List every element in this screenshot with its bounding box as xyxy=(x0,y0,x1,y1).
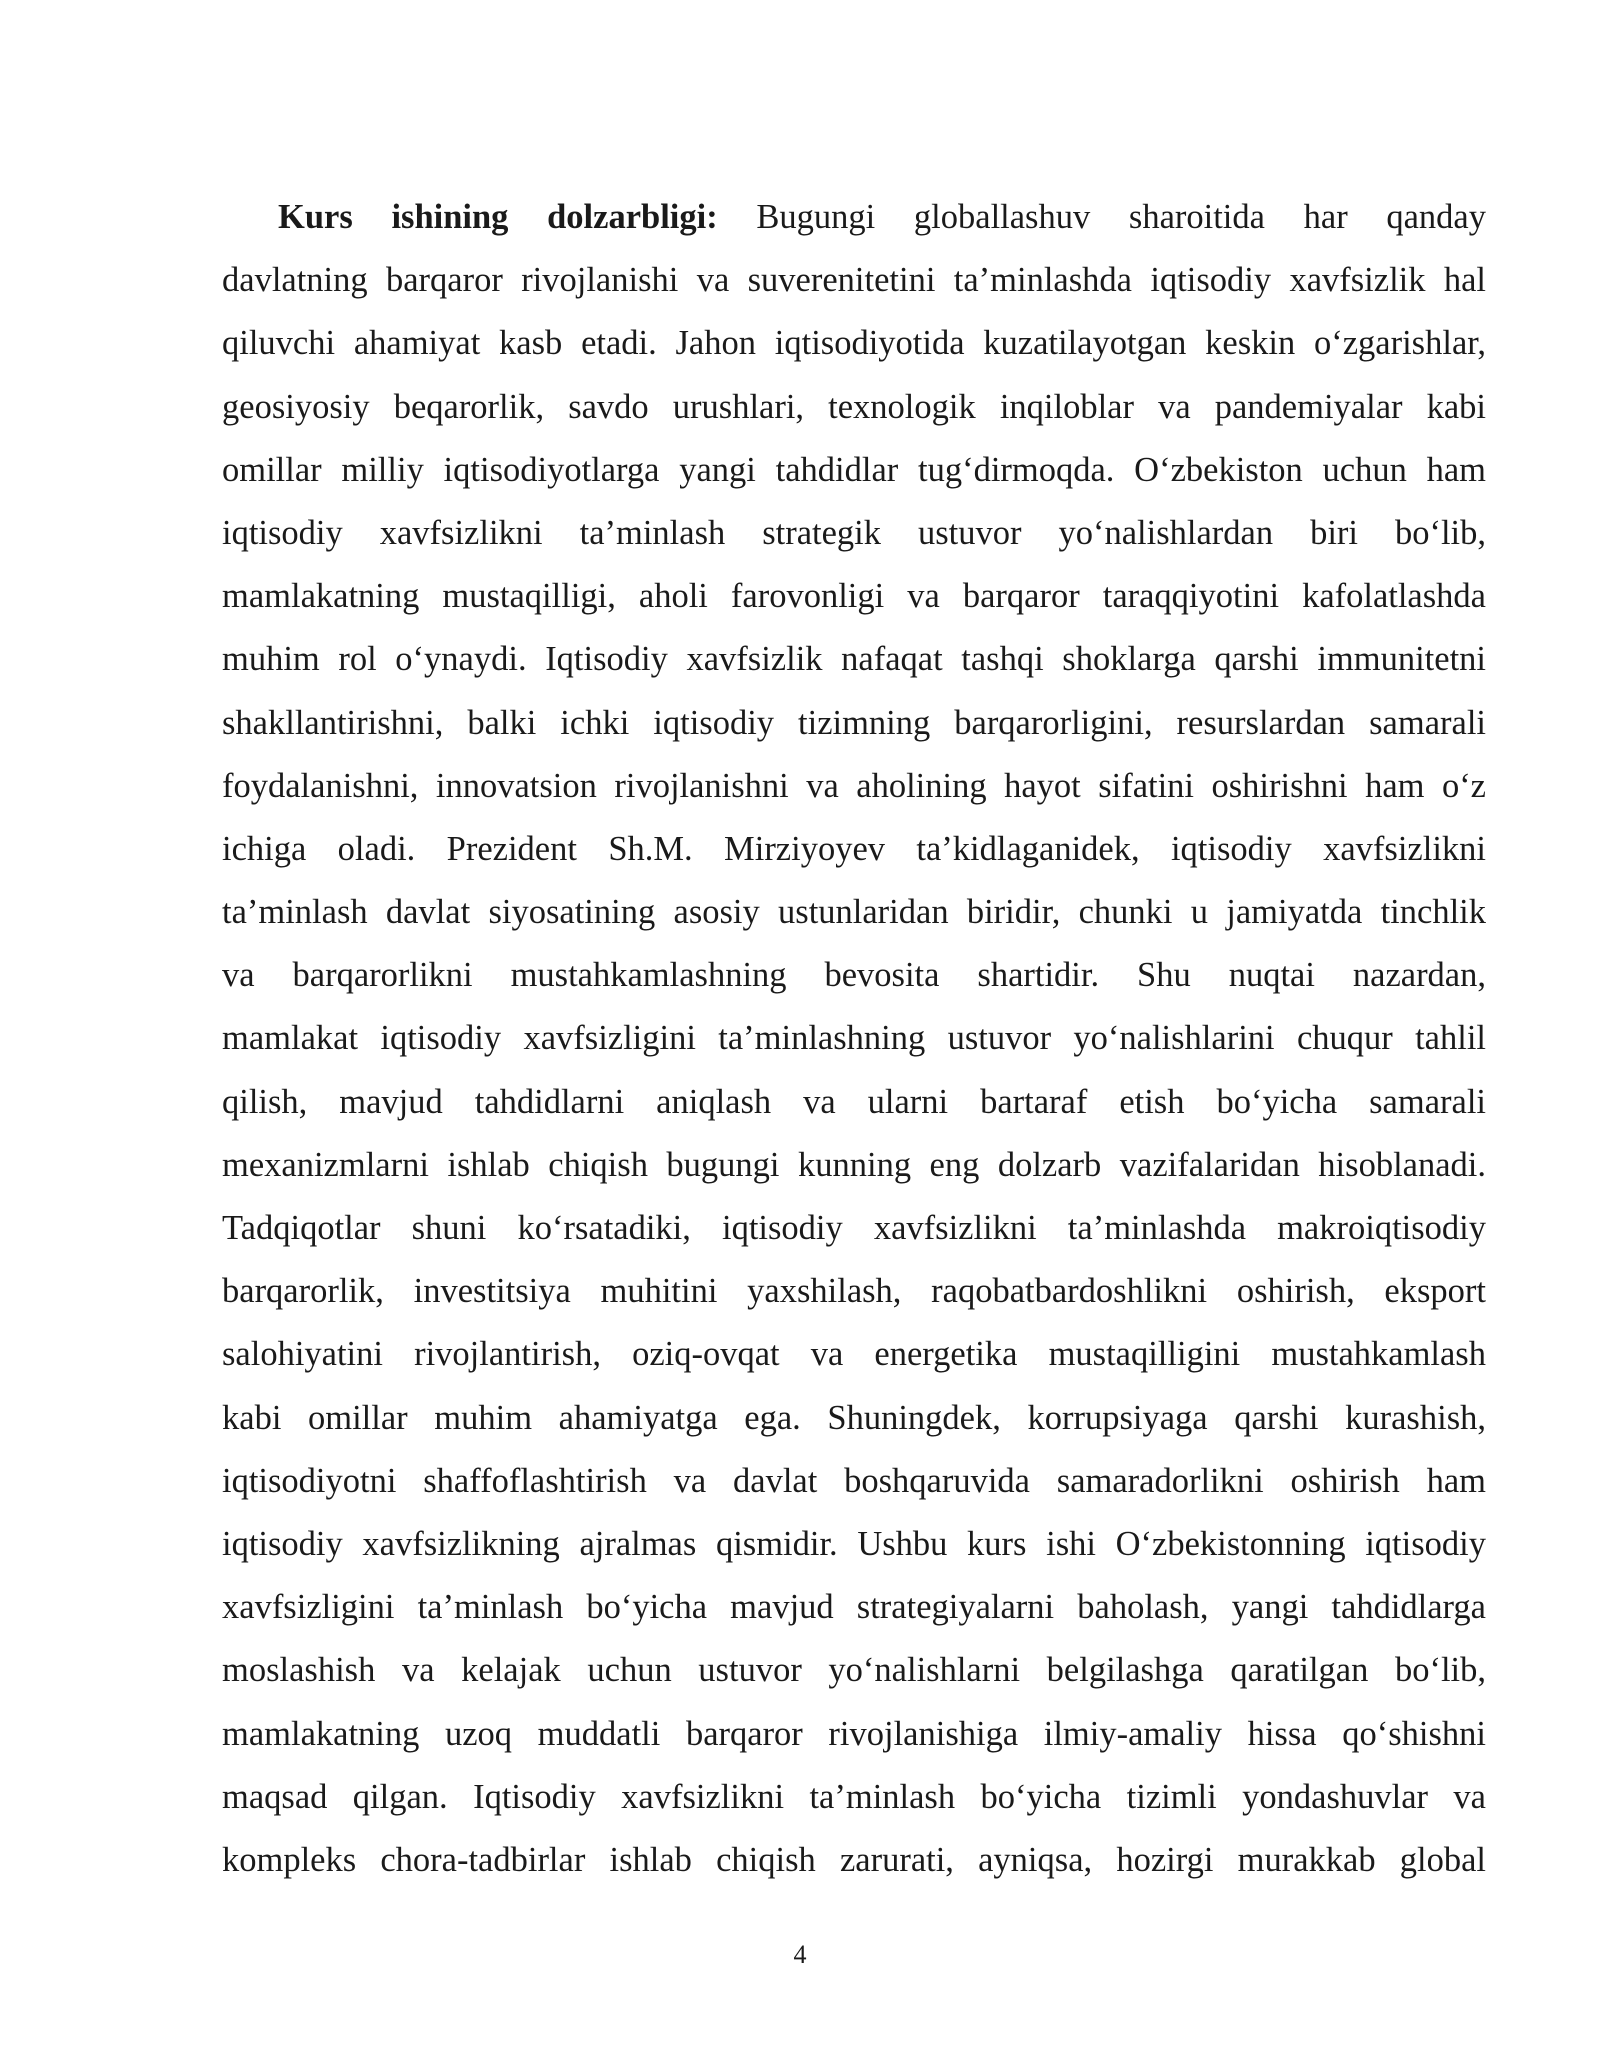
paragraph-first-line xyxy=(222,186,1486,249)
paragraph-line: xavfsizligini ta’minlash bo‘yicha mavjud strategiyalarni baholash, yangi tahdidlarga xyxy=(222,1588,1486,1627)
paragraph-line: Tadqiqotlar shuni ko‘rsatadiki, iqtisodiy xavfsizlikni ta’minlashda makroiqtisodiy xyxy=(222,1209,1486,1247)
paragraph-text: Bugungi globallashuv sharoitida har qanday xyxy=(756,198,1486,236)
paragraph-line: salohiyatini rivojlantirish, oziq-ovqat va energetika mustaqilligini mustahkamlash xyxy=(222,1335,1486,1374)
paragraph-line: omillar milliy iqtisodiyotlarga yangi tahdidlar tug‘dirmoqda. O‘zbekiston uchun ham xyxy=(222,450,1486,489)
paragraph-line: iqtisodiyotni shaffoflashtirish va davlat boshqaruvida samaradorlikni oshirish ham xyxy=(222,1461,1486,1500)
paragraph-line: qiluvchi ahamiyat kasb etadi. Jahon iqtisodiyotida kuzatilayotgan keskin o‘zgarishlar, xyxy=(222,324,1486,363)
paragraph-line: mamlakatning uzoq muddatli barqaror rivojlanishiga ilmiy-amaliy hissa qo‘shishni xyxy=(222,1714,1486,1753)
paragraph-line: ichiga oladi. Prezident Sh.M. Mirziyoyev ta’kidlaganidek, iqtisodiy xavfsizlikni xyxy=(222,829,1486,868)
paragraph-line: kompleks chora-tadbirlar ishlab chiqish zarurati, ayniqsa, hozirgi murakkab global xyxy=(222,1840,1486,1879)
section-heading-label: Kurs ishining dolzarbligi: xyxy=(278,198,718,236)
paragraph-line: geosiyosiy beqarorlik, savdo urushlari, texnologik inqiloblar va pandemiyalar kabi xyxy=(222,387,1486,426)
paragraph-line: foydalanishni, innovatsion rivojlanishni va aholining hayot sifatini oshirishni ham o‘z xyxy=(222,766,1486,805)
paragraph-line: iqtisodiy xavfsizlikni ta’minlash strategik ustuvor yo‘nalishlardan biri bo‘lib, xyxy=(222,513,1486,552)
paragraph-line: va barqarorlikni mustahkamlashning bevosita shartidir. Shu nuqtai nazardan, xyxy=(222,956,1486,995)
paragraph-line: davlatning barqaror rivojlanishi va suverenitetini ta’minlashda iqtisodiy xavfsizlik hal xyxy=(222,261,1486,300)
paragraph-line: shakllantirishni, balki ichki iqtisodiy tizimning barqarorligini, resurslardan samarali xyxy=(222,703,1486,742)
paragraph-line: barqarorlik, investitsiya muhitini yaxshilash, raqobatbardoshlikni oshirish, eksport xyxy=(222,1272,1486,1311)
paragraph-line: mexanizmlarni ishlab chiqish bugungi kunning eng dolzarb vazifalaridan hisoblanadi. xyxy=(222,1145,1486,1184)
paragraph-line: iqtisodiy xavfsizlikning ajralmas qismidir. Ushbu kurs ishi O‘zbekistonning iqtisodiy xyxy=(222,1524,1486,1563)
paragraph-line: ta’minlash davlat siyosatining asosiy ustunlaridan biridir, chunki u jamiyatda tinchlik xyxy=(222,893,1486,932)
paragraph-line: muhim rol o‘ynaydi. Iqtisodiy xavfsizlik nafaqat tashqi shoklarga qarshi immunitetni xyxy=(222,640,1486,679)
body-paragraph xyxy=(222,186,1486,1892)
paragraph-line: mamlakat iqtisodiy xavfsizligini ta’minlashning ustuvor yo‘nalishlarini chuqur tahlil xyxy=(222,1019,1486,1058)
paragraph-line: moslashish va kelajak uchun ustuvor yo‘nalishlarni belgilashga qaratilgan bo‘lib, xyxy=(222,1651,1486,1690)
paragraph-line: maqsad qilgan. Iqtisodiy xavfsizlikni ta’minlash bo‘yicha tizimli yondashuvlar va xyxy=(222,1777,1486,1816)
paragraph-line: mamlakatning mustaqilligi, aholi farovonligi va barqaror taraqqiyotini kafolatlashda xyxy=(222,577,1486,616)
paragraph-line: kabi omillar muhim ahamiyatga ega. Shuningdek, korrupsiyaga qarshi kurashish, xyxy=(222,1398,1486,1437)
page-number: 4 xyxy=(793,1940,807,1969)
paragraph-line: qilish, mavjud tahdidlarni aniqlash va ularni bartaraf etish bo‘yicha samarali xyxy=(222,1082,1486,1121)
